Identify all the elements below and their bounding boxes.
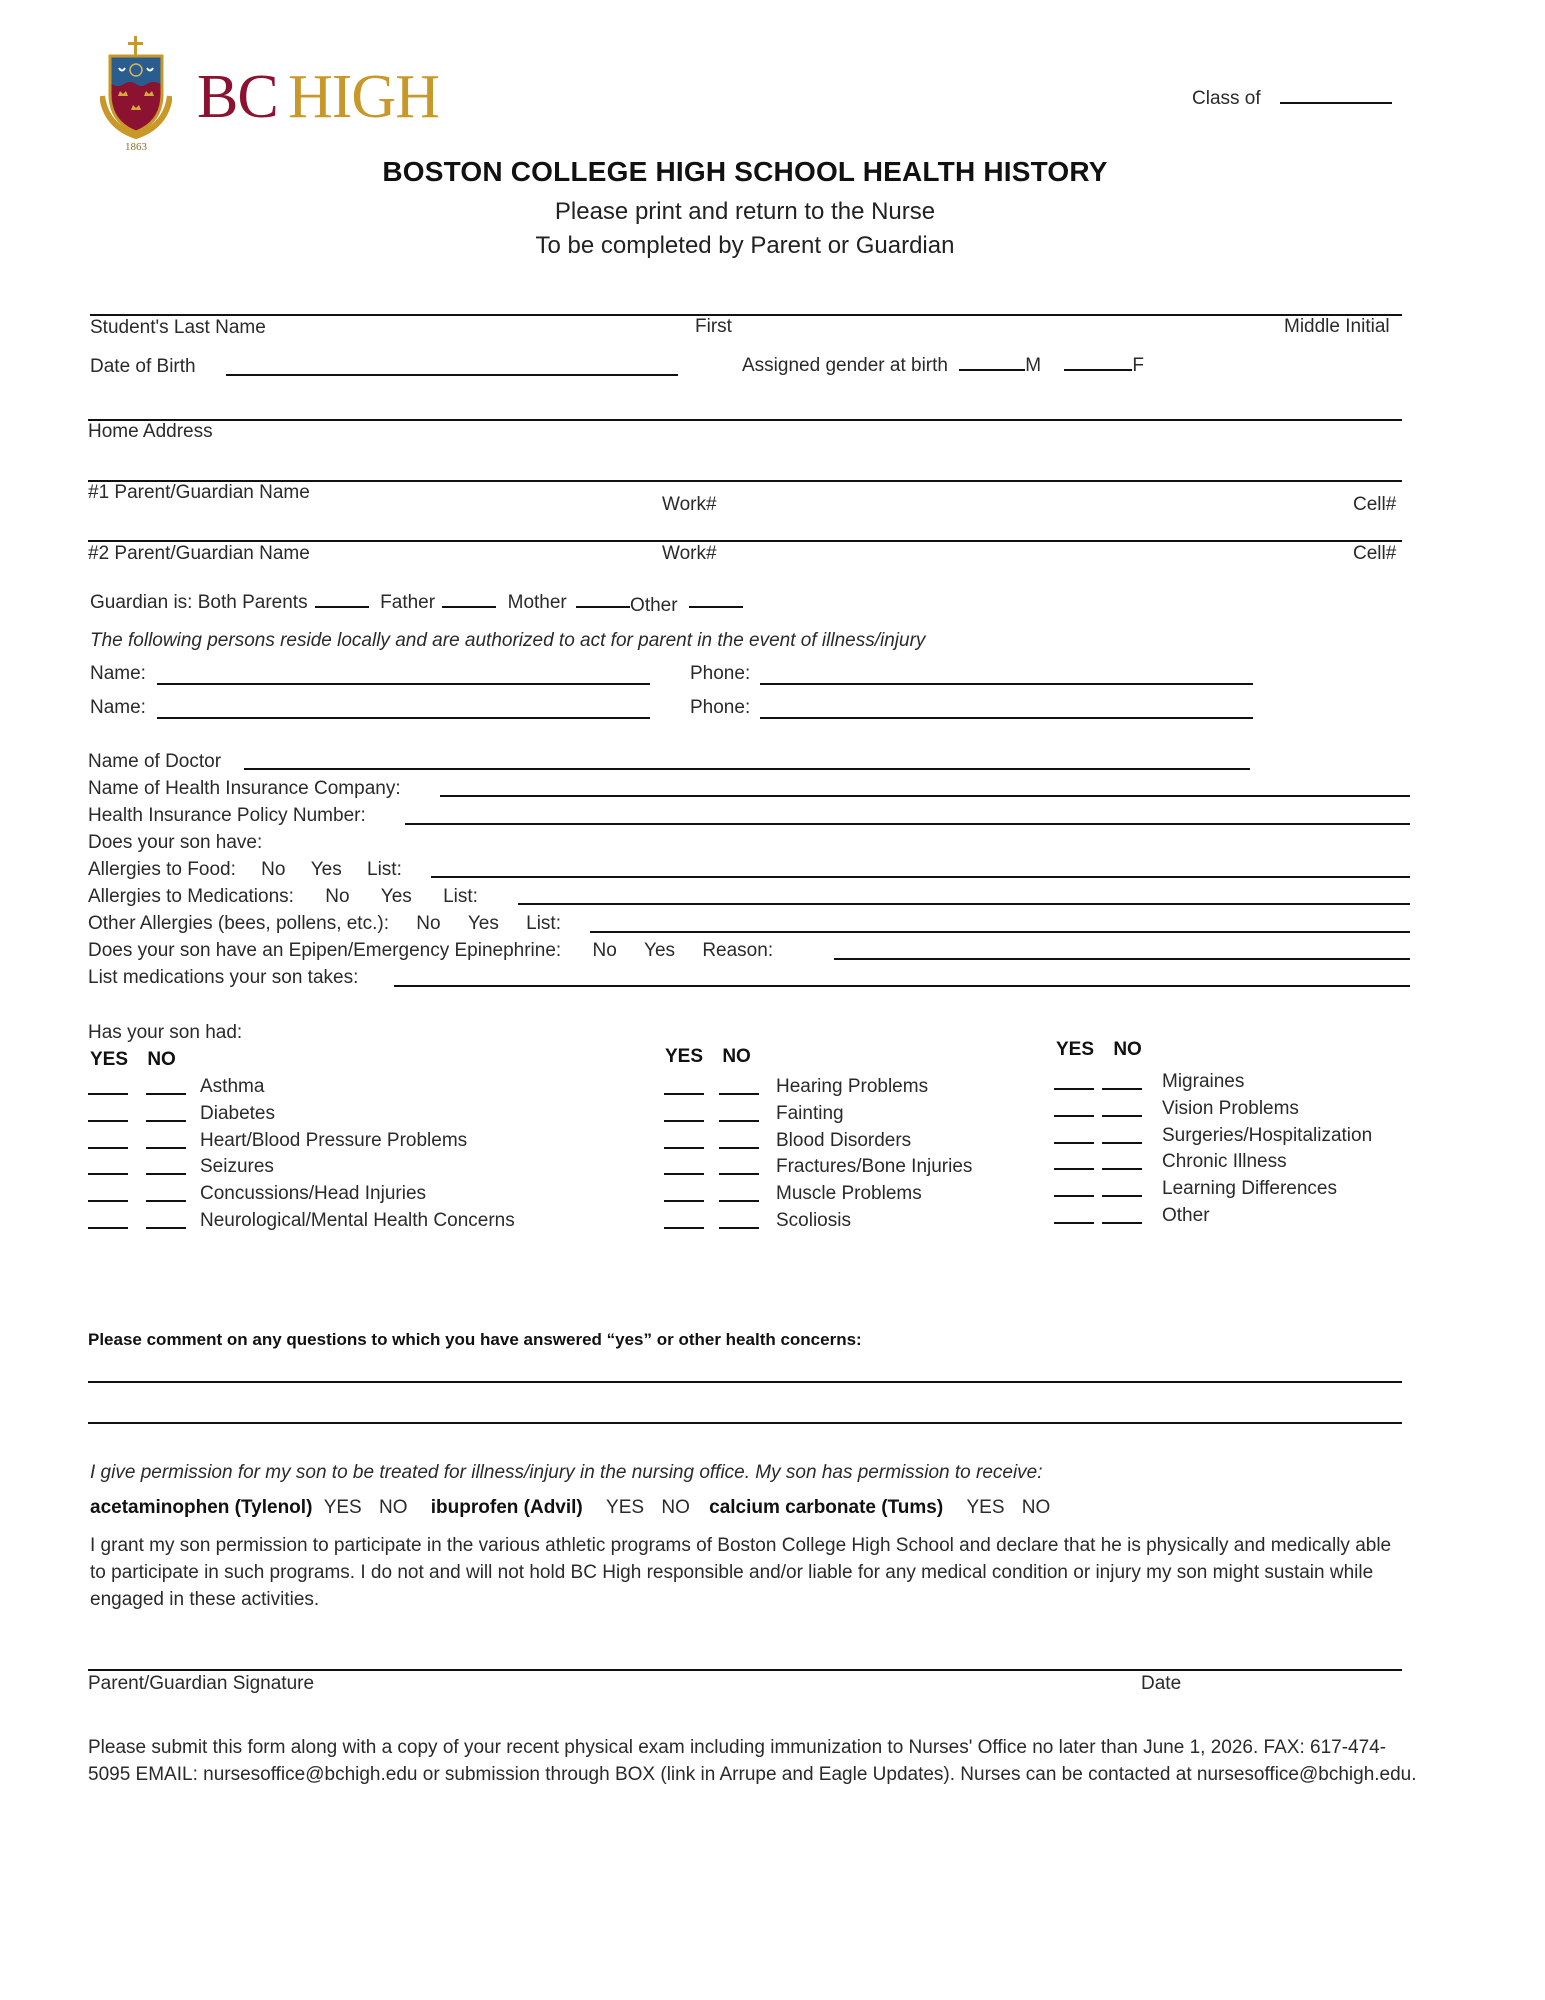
doctor-input[interactable]	[244, 768, 1250, 770]
first-name-label: First	[695, 316, 732, 337]
doctor-label: Name of Doctor	[88, 751, 222, 772]
history-yes-blank[interactable]	[88, 1200, 128, 1202]
class-of-field	[1192, 88, 1392, 110]
gender-label: Assigned gender at birth	[742, 355, 948, 376]
med-allergy-list-label: List:	[443, 886, 478, 907]
logo-text-high: HIGH	[288, 63, 439, 131]
history-item-label: Hearing Problems	[776, 1076, 929, 1097]
med-allergy-no[interactable]: No	[325, 886, 350, 907]
gender-m-input[interactable]	[959, 355, 1025, 371]
epipen-label: Does your son have an Epipen/Emergency Epinephrine:	[88, 940, 562, 961]
other-allergy-no[interactable]: No	[416, 913, 441, 934]
athletic-statement: I grant my son permission to participate in the various athletic programs of Boston College High School and declare that he is physically and medically able to participate in such programs. I do not and will not hold BC High responsible and/or liable for any medical condition or injury my son might sustain while engaged in these activities.	[90, 1535, 1392, 1610]
history-item	[88, 1103, 508, 1129]
page-title: BOSTON COLLEGE HIGH SCHOOL HEALTH HISTORY	[382, 156, 1108, 187]
med-permission-row	[90, 1497, 1050, 1519]
guardian-father-input[interactable]	[442, 592, 496, 608]
history-no-blank[interactable]	[1102, 1142, 1142, 1144]
history-no-blank[interactable]	[719, 1120, 759, 1122]
history-no-blank[interactable]	[146, 1173, 186, 1175]
history-no-blank[interactable]	[1102, 1088, 1142, 1090]
food-allergy-yes[interactable]: Yes	[310, 859, 342, 880]
history-yes-blank[interactable]	[1054, 1088, 1094, 1090]
epipen-yes[interactable]: Yes	[644, 940, 676, 961]
other-allergy-row	[88, 913, 561, 935]
history-item-label: Vision Problems	[1162, 1097, 1299, 1119]
history-yes-blank[interactable]	[88, 1227, 128, 1229]
history-item	[664, 1183, 1084, 1209]
history-no-blank[interactable]	[1102, 1222, 1142, 1224]
authorized-persons-note: The following persons reside locally and are authorized to act for parent in the event of illness/injury	[90, 630, 926, 651]
history-item-label: Diabetes	[200, 1102, 275, 1124]
med-allergy-row	[88, 886, 478, 908]
guardian-mother-input[interactable]	[576, 592, 630, 608]
dob-input[interactable]	[226, 374, 678, 376]
med-tylenol-label: acetaminophen (Tylenol)	[90, 1497, 313, 1518]
history-item	[664, 1130, 1084, 1156]
authorized-name-2-input[interactable]	[157, 717, 650, 719]
food-allergy-row	[88, 859, 402, 881]
comments-line-1[interactable]	[88, 1381, 1402, 1383]
epipen-reason-label: Reason:	[702, 940, 774, 961]
history-item-label: Neurological/Mental Health Concerns	[200, 1210, 515, 1231]
food-allergy-list-label: List:	[367, 859, 402, 880]
history-yes-blank[interactable]	[664, 1147, 704, 1149]
history-yes-blank[interactable]	[664, 1093, 704, 1095]
epipen-no[interactable]: No	[592, 940, 617, 961]
parent1-name-label: #1 Parent/Guardian Name	[88, 482, 310, 503]
history-no-blank[interactable]	[719, 1147, 759, 1149]
history-yes-blank[interactable]	[1054, 1168, 1094, 1170]
history-yes-blank[interactable]	[88, 1120, 128, 1122]
history-col3-header	[1056, 1039, 1142, 1061]
guardian-both-label: Guardian is: Both Parents	[90, 592, 308, 613]
home-address-input[interactable]	[88, 419, 1402, 421]
permission-intro: I give permission for my son to be treated for illness/injury in the nursing office. My son has permission to receive:	[90, 1462, 1043, 1483]
yes-header: YES	[665, 1046, 704, 1067]
history-no-blank[interactable]	[1102, 1115, 1142, 1117]
history-item	[1054, 1205, 1474, 1231]
signature-label: Parent/Guardian Signature	[88, 1673, 315, 1694]
parent2-cell-label: Cell#	[1353, 543, 1397, 564]
history-item-label: Migraines	[1162, 1071, 1245, 1092]
history-item	[664, 1210, 1084, 1236]
epipen-row	[88, 940, 773, 962]
parent2-work-label: Work#	[662, 543, 717, 564]
page-subtitle-completed-by: To be completed by Parent or Guardian	[535, 232, 955, 259]
history-yes-blank[interactable]	[88, 1093, 128, 1095]
history-item	[664, 1156, 1084, 1182]
medications-input[interactable]	[394, 985, 1410, 987]
other-allergy-yes[interactable]: Yes	[467, 913, 499, 934]
history-item-label: Seizures	[200, 1156, 274, 1178]
dob-label: Date of Birth	[90, 356, 196, 377]
history-no-blank[interactable]	[146, 1120, 186, 1122]
history-item	[664, 1076, 1084, 1102]
history-yes-blank[interactable]	[1054, 1222, 1094, 1224]
parent2-input-line[interactable]	[88, 540, 1402, 542]
history-item-label: Learning Differences	[1162, 1178, 1337, 1200]
history-yes-blank[interactable]	[1054, 1115, 1094, 1117]
submission-instructions: Please submit this form along with a copy of your recent physical exam including immunization to Nurses' Office no later than June 1, 2026. FAX: 617-474-5095 EMAIL: nursesoffice@bchigh.edu or submission through BOX (link in Arrupe and Eagle Updates). Nurses can be contacted at nursesoffice@bchigh.edu.	[88, 1737, 1417, 1785]
yes-header: YES	[90, 1049, 129, 1070]
med-tums-yes[interactable]: YES	[966, 1497, 1005, 1518]
history-col1-header	[90, 1049, 176, 1071]
history-item-label: Blood Disorders	[776, 1129, 912, 1151]
history-yes-blank[interactable]	[664, 1227, 704, 1229]
history-item-label: Asthma	[200, 1076, 265, 1097]
authorized-phone-1-input[interactable]	[760, 683, 1253, 685]
policy-number-label: Health Insurance Policy Number:	[88, 805, 366, 826]
food-allergy-list-input[interactable]	[431, 876, 1410, 878]
guardian-father-label: Father	[380, 592, 436, 613]
page-subtitle-print: Please print and return to the Nurse	[554, 198, 936, 225]
logo-text-bc: BC	[197, 63, 278, 131]
history-item	[1054, 1071, 1474, 1097]
med-advil-label: ibuprofen (Advil)	[430, 1497, 583, 1518]
gender-field	[742, 355, 1144, 377]
other-allergy-list-input[interactable]	[590, 931, 1410, 933]
epipen-reason-input[interactable]	[834, 958, 1410, 960]
history-item-label: Scoliosis	[776, 1210, 851, 1231]
med-tylenol-no[interactable]: NO	[379, 1497, 408, 1518]
school-crest-icon	[100, 34, 172, 152]
history-item-label: Other	[1162, 1205, 1210, 1226]
history-item	[1054, 1151, 1474, 1177]
history-no-blank[interactable]	[1102, 1195, 1142, 1197]
history-item	[1054, 1125, 1474, 1151]
history-item	[88, 1210, 515, 1236]
history-no-blank[interactable]	[719, 1093, 759, 1095]
no-header: NO	[1113, 1039, 1142, 1060]
med-allergy-label: Allergies to Medications:	[88, 886, 294, 907]
history-item	[1054, 1098, 1474, 1124]
history-item-label: Muscle Problems	[776, 1183, 922, 1205]
med-advil-yes[interactable]: YES	[606, 1497, 645, 1518]
history-col2-header	[665, 1046, 751, 1068]
class-of-input[interactable]	[1280, 88, 1392, 104]
history-yes-blank[interactable]	[1054, 1195, 1094, 1197]
student-name-line[interactable]	[90, 314, 1402, 316]
med-advil-no[interactable]: NO	[661, 1497, 690, 1518]
history-heading: Has your son had:	[88, 1022, 243, 1043]
authorized-phone-2-label: Phone:	[690, 697, 751, 718]
gender-f-input[interactable]	[1064, 355, 1132, 371]
other-allergy-label: Other Allergies (bees, pollens, etc.):	[88, 913, 389, 934]
yes-header: YES	[1056, 1039, 1095, 1060]
med-allergy-yes[interactable]: Yes	[380, 886, 412, 907]
parent1-cell-label: Cell#	[1353, 494, 1397, 515]
history-no-blank[interactable]	[146, 1147, 186, 1149]
comments-label: Please comment on any questions to which you have answered “yes” or other health concerns:	[88, 1330, 862, 1349]
signature-line[interactable]	[88, 1669, 1402, 1671]
history-item-label: Fainting	[776, 1102, 844, 1124]
history-no-blank[interactable]	[1102, 1168, 1142, 1170]
history-item	[664, 1103, 1084, 1129]
middle-initial-label: Middle Initial	[1284, 316, 1390, 337]
date-label: Date	[1141, 1673, 1182, 1694]
other-allergy-list-label: List:	[526, 913, 561, 934]
no-header: NO	[722, 1046, 751, 1067]
history-item-label: Heart/Blood Pressure Problems	[200, 1129, 468, 1151]
history-item	[88, 1183, 508, 1209]
does-son-have-label: Does your son have:	[88, 832, 263, 853]
history-no-blank[interactable]	[719, 1227, 759, 1229]
authorized-phone-1-label: Phone:	[690, 663, 751, 684]
no-header: NO	[147, 1049, 176, 1070]
guardian-other-input[interactable]	[689, 592, 743, 608]
history-item	[88, 1076, 508, 1102]
authorized-name-1-label: Name:	[90, 663, 146, 684]
history-yes-blank[interactable]	[664, 1173, 704, 1175]
history-yes-blank[interactable]	[1054, 1142, 1094, 1144]
history-item	[1054, 1178, 1474, 1204]
med-tums-label: calcium carbonate (Tums)	[709, 1497, 944, 1518]
med-tums-no[interactable]: NO	[1021, 1497, 1051, 1518]
history-yes-blank[interactable]	[664, 1200, 704, 1202]
guardian-mother-label: Mother	[507, 592, 567, 613]
history-no-blank[interactable]	[146, 1200, 186, 1202]
class-of-label: Class of	[1192, 88, 1261, 109]
history-yes-blank[interactable]	[664, 1120, 704, 1122]
history-item-label: Concussions/Head Injuries	[200, 1183, 427, 1205]
policy-number-input[interactable]	[405, 823, 1410, 825]
history-no-blank[interactable]	[146, 1227, 186, 1229]
history-item-label: Surgeries/Hospitalization	[1162, 1124, 1373, 1146]
history-item-label: Fractures/Bone Injuries	[776, 1156, 973, 1178]
gender-f-label: F	[1132, 355, 1144, 376]
history-yes-blank[interactable]	[88, 1147, 128, 1149]
insurance-company-label: Name of Health Insurance Company:	[88, 778, 401, 799]
parent2-name-label: #2 Parent/Guardian Name	[88, 543, 310, 564]
insurance-company-input[interactable]	[440, 795, 1410, 797]
svg-text:1863: 1863	[125, 141, 147, 152]
home-address-label: Home Address	[88, 421, 213, 442]
comments-line-2[interactable]	[88, 1422, 1402, 1424]
med-tylenol-yes[interactable]: YES	[323, 1497, 362, 1518]
food-allergy-label: Allergies to Food:	[88, 859, 236, 880]
parent1-work-label: Work#	[662, 494, 717, 515]
food-allergy-no[interactable]: No	[261, 859, 286, 880]
guardian-is-row	[90, 592, 743, 614]
history-no-blank[interactable]	[719, 1173, 759, 1175]
history-no-blank[interactable]	[146, 1093, 186, 1095]
history-yes-blank[interactable]	[88, 1173, 128, 1175]
med-allergy-list-input[interactable]	[518, 903, 1410, 905]
history-no-blank[interactable]	[719, 1200, 759, 1202]
medications-label: List medications your son takes:	[88, 967, 359, 988]
last-name-label: Student's Last Name	[90, 317, 266, 338]
authorized-phone-2-input[interactable]	[760, 717, 1253, 719]
school-logo	[100, 34, 460, 154]
history-item	[88, 1130, 508, 1156]
history-item	[88, 1156, 508, 1182]
history-item-label: Chronic Illness	[1162, 1151, 1287, 1173]
guardian-other-label: Other	[630, 595, 678, 616]
authorized-name-2-label: Name:	[90, 697, 146, 718]
guardian-both-input[interactable]	[315, 592, 369, 608]
authorized-name-1-input[interactable]	[157, 683, 650, 685]
gender-m-label: M	[1025, 355, 1042, 376]
